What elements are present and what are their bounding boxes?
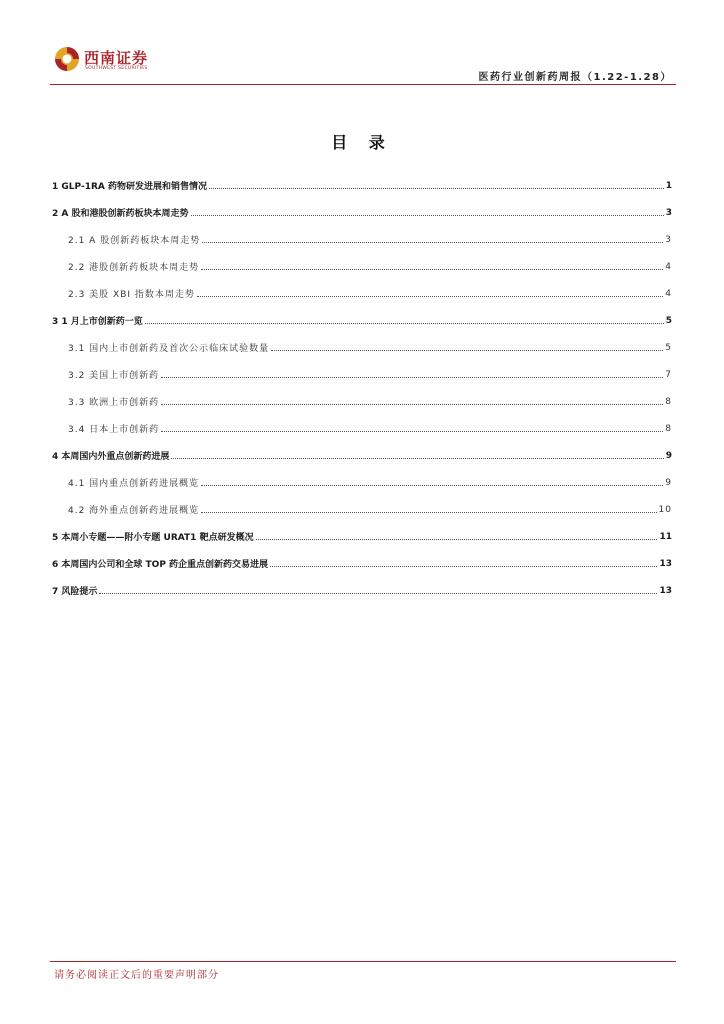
toc-entry-page: 9 — [665, 450, 672, 461]
toc-dot-leader — [145, 323, 664, 324]
company-logo — [54, 44, 164, 76]
toc-entry-title: 7 风险提示 — [52, 587, 98, 597]
toc-entry-page: 11 — [659, 531, 672, 542]
toc-entry-page: 13 — [659, 558, 672, 569]
toc-dot-leader — [99, 593, 657, 594]
toc-entry-page: 3 — [665, 207, 672, 218]
toc-entry[interactable] — [52, 334, 672, 361]
toc-entry[interactable] — [52, 469, 672, 496]
toc-entry-title: 3 1 月上市创新药一览 — [52, 317, 143, 327]
toc-entry[interactable] — [52, 280, 672, 307]
toc-entry[interactable] — [52, 442, 672, 469]
company-logo-icon — [54, 46, 80, 72]
toc-entry-page: 4 — [665, 288, 672, 299]
report-title: 医药行业创新药周报（1.22-1.28） — [478, 72, 672, 83]
toc-entry-page: 10 — [658, 504, 672, 515]
toc-entry-page: 7 — [665, 369, 672, 380]
toc-entry-title: 2 A 股和港股创新药板块本周走势 — [52, 209, 189, 219]
table-of-contents — [52, 172, 672, 604]
toc-heading: 目 录 — [331, 133, 393, 152]
toc-entry-title: 3.3 欧洲上市创新药 — [68, 398, 160, 408]
toc-entry[interactable] — [52, 496, 672, 523]
toc-entry[interactable] — [52, 226, 672, 253]
toc-entry-title: 3.1 国内上市创新药及首次公示临床试验数量 — [68, 344, 270, 354]
toc-entry-page: 5 — [665, 342, 672, 353]
toc-entry-title: 4.2 海外重点创新药进展概览 — [68, 506, 200, 516]
footer-disclaimer: 请务必阅读正文后的重要声明部分 — [54, 970, 219, 981]
toc-entry[interactable] — [52, 577, 672, 604]
toc-dot-leader — [161, 404, 663, 405]
toc-entry-title: 2.2 港股创新药板块本周走势 — [68, 263, 200, 273]
toc-dot-leader — [191, 215, 664, 216]
toc-entry-page: 8 — [665, 423, 672, 434]
toc-dot-leader — [202, 242, 663, 243]
toc-entry[interactable] — [52, 523, 672, 550]
toc-entry-title: 2.3 美股 XBI 指数本周走势 — [68, 290, 195, 300]
toc-entry[interactable] — [52, 199, 672, 226]
toc-entry-page: 4 — [665, 261, 672, 272]
toc-entry-page: 9 — [665, 477, 672, 488]
toc-dot-leader — [270, 566, 657, 567]
toc-dot-leader — [201, 269, 663, 270]
toc-entry-page: 3 — [665, 234, 672, 245]
toc-entry[interactable] — [52, 550, 672, 577]
header-divider — [50, 84, 676, 85]
toc-dot-leader — [197, 296, 663, 297]
toc-entry-page: 13 — [659, 585, 672, 596]
company-name-en: SOUTHWEST SECURITIES — [85, 66, 148, 71]
toc-dot-leader — [201, 485, 663, 486]
toc-entry-title: 6 本周国内公司和全球 TOP 药企重点创新药交易进展 — [52, 560, 269, 570]
toc-entry[interactable] — [52, 415, 672, 442]
toc-dot-leader — [161, 431, 663, 432]
toc-entry-page: 5 — [665, 315, 672, 326]
toc-dot-leader — [271, 350, 663, 351]
toc-entry-title: 5 本周小专题——附小专题 URAT1 靶点研发概况 — [52, 533, 254, 543]
toc-entry-title: 3.2 美国上市创新药 — [68, 371, 160, 381]
toc-entry-title: 4.1 国内重点创新药进展概览 — [68, 479, 200, 489]
toc-entry[interactable] — [52, 388, 672, 415]
company-name-cn: 西南证券 — [84, 49, 149, 67]
toc-dot-leader — [171, 458, 663, 459]
toc-entry[interactable] — [52, 172, 672, 199]
toc-dot-leader — [209, 188, 664, 189]
toc-dot-leader — [256, 539, 658, 540]
toc-entry[interactable] — [52, 307, 672, 334]
toc-entry-title: 1 GLP-1RA 药物研发进展和销售情况 — [52, 182, 207, 192]
toc-entry-title: 4 本周国内外重点创新药进展 — [52, 452, 170, 462]
toc-entry[interactable] — [52, 361, 672, 388]
toc-entry-page: 8 — [665, 396, 672, 407]
toc-dot-leader — [201, 512, 656, 513]
toc-entry-title: 3.4 日本上市创新药 — [68, 425, 160, 435]
toc-entry-page: 1 — [665, 180, 672, 191]
toc-entry[interactable] — [52, 253, 672, 280]
toc-entry-title: 2.1 A 股创新药板块本周走势 — [68, 236, 201, 246]
toc-dot-leader — [161, 377, 663, 378]
footer-divider — [50, 961, 676, 962]
